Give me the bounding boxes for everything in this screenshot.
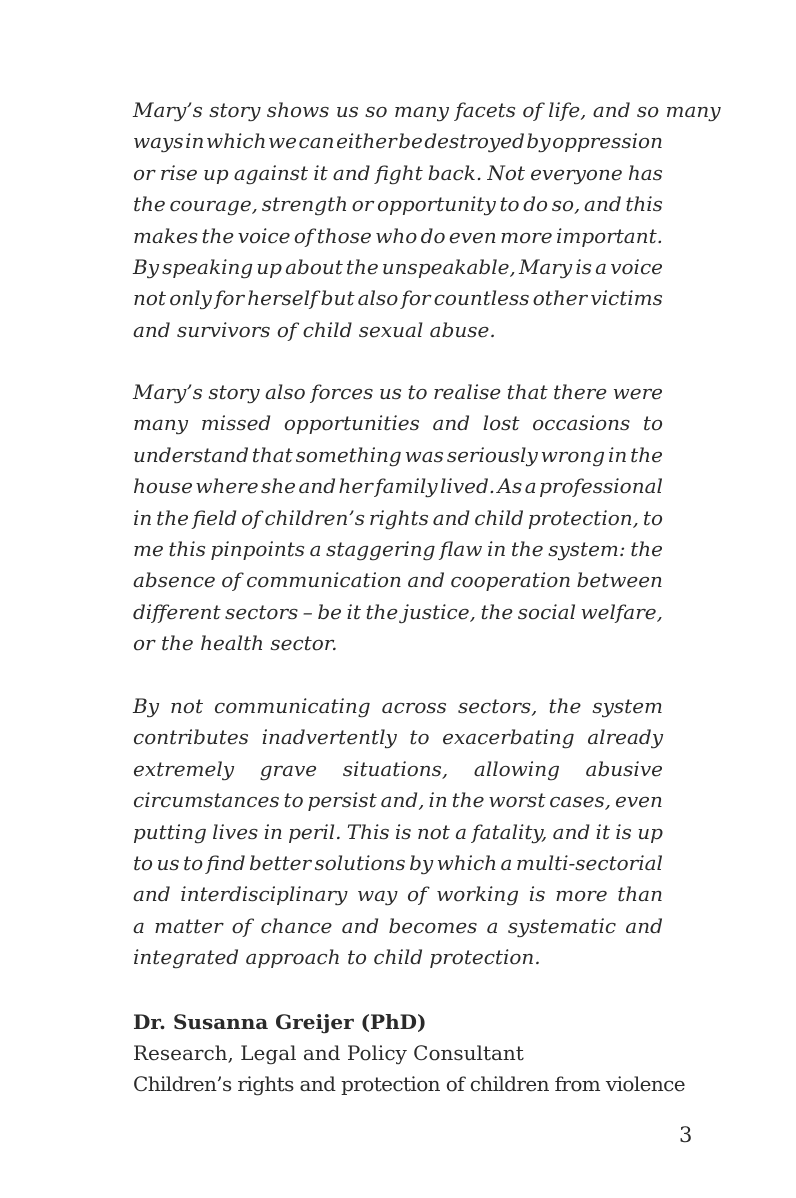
word: find xyxy=(206,850,246,875)
word: to xyxy=(409,725,430,750)
word: there xyxy=(553,380,608,404)
paragraph-1 xyxy=(133,95,721,346)
author-name: Dr. Susanna Greijer (PhD) xyxy=(133,1010,427,1034)
word: As xyxy=(497,474,523,499)
word: countless xyxy=(433,286,530,311)
word: staggering xyxy=(326,536,436,561)
word: field xyxy=(192,505,238,530)
word: in xyxy=(607,442,628,467)
word: opportunity xyxy=(376,192,496,217)
word: back. xyxy=(427,160,483,185)
word: more xyxy=(555,882,608,907)
word: voice xyxy=(610,254,663,279)
word: it xyxy=(595,819,610,844)
word: grave xyxy=(259,756,318,781)
word: can xyxy=(298,129,335,154)
paragraph-3 xyxy=(133,691,663,974)
word: do xyxy=(523,192,549,217)
word: by xyxy=(409,850,434,875)
word: putting xyxy=(133,819,207,844)
word: important. xyxy=(555,223,663,248)
word: the xyxy=(480,599,514,624)
word: the xyxy=(156,505,189,530)
word: system: xyxy=(548,536,626,561)
text-line xyxy=(133,252,663,283)
word: we xyxy=(268,129,297,154)
word: it xyxy=(346,599,361,624)
word: and xyxy=(341,913,380,938)
word: about xyxy=(285,254,343,279)
word: already xyxy=(587,725,663,750)
signature-block xyxy=(133,1007,686,1100)
word: the xyxy=(365,599,399,624)
word: and xyxy=(625,913,663,938)
word: either xyxy=(336,129,397,154)
word: exacerbating xyxy=(442,725,575,750)
word: who xyxy=(375,223,418,248)
word: destroyed xyxy=(424,129,525,154)
word: oppression xyxy=(552,129,663,154)
word: which xyxy=(436,850,498,875)
word: but xyxy=(320,286,355,311)
word: by xyxy=(526,129,551,154)
word: voice xyxy=(237,223,291,248)
paragraph-2 xyxy=(133,377,663,660)
text-line xyxy=(133,722,663,753)
word: matter xyxy=(154,913,223,938)
word: in xyxy=(185,129,205,154)
text-line xyxy=(133,911,663,942)
word: multi-sectorial xyxy=(515,850,663,875)
word: understand xyxy=(133,442,249,467)
word: interdisciplinary xyxy=(180,882,348,907)
word: opportunities xyxy=(283,411,420,436)
word: child xyxy=(474,505,524,530)
word: me xyxy=(133,536,164,561)
word: also xyxy=(265,380,306,404)
text-line xyxy=(133,817,663,848)
word: everyone xyxy=(530,160,623,185)
word: solutions xyxy=(314,850,406,875)
word: worst xyxy=(488,788,546,813)
word: becomes xyxy=(388,913,478,938)
word: the xyxy=(451,788,485,813)
word: were xyxy=(612,380,663,404)
word: seriously xyxy=(446,442,538,467)
word: us xyxy=(378,380,402,404)
word: wrong xyxy=(540,442,606,467)
text-line xyxy=(133,785,663,816)
word: something xyxy=(295,442,402,467)
word: and xyxy=(432,411,471,436)
word: is xyxy=(575,254,593,279)
text-line xyxy=(133,848,663,879)
word: and xyxy=(407,568,445,593)
word: is xyxy=(615,819,632,844)
word: has xyxy=(627,160,663,185)
word: not xyxy=(170,694,203,718)
word: for xyxy=(401,286,431,311)
text-line xyxy=(133,158,663,189)
word: children’s xyxy=(264,505,366,530)
text-line xyxy=(133,503,663,534)
word: story xyxy=(208,380,260,404)
text-line: Mary’s story shows us so many facets of life, and so many xyxy=(133,98,721,122)
word: of xyxy=(407,882,427,907)
text-line xyxy=(133,408,663,439)
word: to xyxy=(407,380,428,404)
word: a xyxy=(500,850,513,875)
word: missed xyxy=(200,411,272,436)
page-number: 3 xyxy=(679,1123,693,1147)
word: makes xyxy=(133,223,199,248)
word: a xyxy=(455,819,468,844)
word: circumstances xyxy=(133,788,280,813)
word: way xyxy=(357,882,398,907)
word: this xyxy=(625,192,663,217)
word: system xyxy=(592,694,663,718)
word: also xyxy=(357,286,399,311)
word: professional xyxy=(539,474,663,499)
word: it xyxy=(313,160,328,185)
word: and xyxy=(133,882,171,907)
text-line xyxy=(133,283,663,314)
word: situations, xyxy=(342,756,449,781)
word: Mary xyxy=(518,254,573,279)
word: in xyxy=(428,788,448,813)
word: so, xyxy=(551,192,581,217)
text-line xyxy=(133,377,663,408)
word: in xyxy=(133,505,153,530)
word: a xyxy=(133,913,145,938)
word: strength xyxy=(261,192,349,217)
word: of xyxy=(241,505,261,530)
text-line: or the health sector. xyxy=(133,631,338,656)
word: the xyxy=(345,254,379,279)
word: abusive xyxy=(585,756,663,781)
word: sectors, xyxy=(457,694,538,718)
word: communicating xyxy=(214,694,371,718)
word: rise xyxy=(159,160,198,185)
word: in xyxy=(263,819,283,844)
word: be xyxy=(317,599,342,624)
text-line xyxy=(133,189,663,220)
word: rights xyxy=(368,505,429,530)
word: this xyxy=(168,536,206,561)
word: us xyxy=(156,850,180,875)
word: up xyxy=(256,254,282,279)
word: and xyxy=(332,160,371,185)
word: or xyxy=(351,192,374,217)
word: and xyxy=(432,505,471,530)
word: the xyxy=(630,536,663,561)
word: even xyxy=(615,788,663,813)
word: unspeakable, xyxy=(381,254,516,279)
word: to xyxy=(642,411,663,436)
word: which xyxy=(205,129,267,154)
word: and xyxy=(552,819,591,844)
word: across xyxy=(381,694,447,718)
word: of xyxy=(221,568,241,593)
word: cooperation xyxy=(450,568,572,593)
word: a xyxy=(309,536,322,561)
word: for xyxy=(215,286,245,311)
text-line: and survivors of child sexual abuse. xyxy=(133,317,496,342)
text-line xyxy=(133,221,663,252)
text-line xyxy=(133,691,663,722)
word: that xyxy=(251,442,293,467)
word: communication xyxy=(246,568,402,593)
word: to xyxy=(283,788,304,813)
word: chance xyxy=(260,913,333,938)
word: lives xyxy=(212,819,259,844)
word: many xyxy=(133,411,189,436)
word: and xyxy=(584,192,622,217)
word: ways xyxy=(133,129,184,154)
word: different xyxy=(133,599,221,624)
word: allowing xyxy=(473,756,560,781)
word: inadvertently xyxy=(261,725,397,750)
word: extremely xyxy=(133,756,235,781)
word: herself xyxy=(247,286,318,311)
word: – xyxy=(302,599,313,624)
text-line xyxy=(133,440,663,471)
word: sectors xyxy=(225,599,299,624)
word: against xyxy=(233,160,309,185)
word: By xyxy=(133,694,159,718)
word: the xyxy=(548,694,582,718)
word: forces xyxy=(311,380,374,404)
word: to xyxy=(642,505,663,530)
word: persist xyxy=(307,788,377,813)
word: fatality, xyxy=(472,819,548,844)
word: her xyxy=(338,474,373,499)
word: and, xyxy=(380,788,425,813)
author-field: Children’s rights and protection of children from violence xyxy=(133,1072,686,1096)
word: not xyxy=(416,819,450,844)
word: social xyxy=(517,599,577,624)
word: in xyxy=(487,536,507,561)
text-line xyxy=(133,597,663,628)
word: other xyxy=(532,286,588,311)
word: more xyxy=(500,223,553,248)
word: the xyxy=(201,223,235,248)
word: By xyxy=(133,254,159,279)
word: absence xyxy=(133,568,216,593)
text-line xyxy=(133,754,663,785)
word: fight xyxy=(375,160,423,185)
text-line xyxy=(133,126,663,157)
word: that xyxy=(506,380,548,404)
word: better xyxy=(248,850,312,875)
word: and xyxy=(298,474,337,499)
word: do xyxy=(420,223,446,248)
word: to xyxy=(183,850,204,875)
word: is xyxy=(528,882,546,907)
word: the xyxy=(630,442,663,467)
word: lost xyxy=(482,411,520,436)
text-line xyxy=(133,471,663,502)
word: to xyxy=(499,192,520,217)
word: or xyxy=(133,160,155,185)
word: of xyxy=(293,223,314,248)
word: realise xyxy=(432,380,502,404)
word: cases, xyxy=(549,788,612,813)
word: only xyxy=(169,286,212,311)
word: courage, xyxy=(169,192,259,217)
word: a xyxy=(595,254,608,279)
text-line xyxy=(133,879,663,910)
word: is xyxy=(394,819,412,844)
text-line: integrated approach to child protection. xyxy=(133,945,541,970)
word: up xyxy=(637,819,663,844)
text-line xyxy=(133,534,663,565)
word: the xyxy=(510,536,544,561)
word: This xyxy=(346,819,390,844)
word: not xyxy=(133,286,166,311)
word: welfare, xyxy=(580,599,663,624)
word: lived. xyxy=(440,474,496,499)
word: justice, xyxy=(402,599,476,624)
word: Mary’s xyxy=(133,380,203,404)
word: those xyxy=(316,223,372,248)
word: contributes xyxy=(133,725,249,750)
word: was xyxy=(404,442,444,467)
word: to xyxy=(133,850,154,875)
word: victims xyxy=(590,286,663,311)
word: peril. xyxy=(288,819,342,844)
word: be xyxy=(398,129,423,154)
word: than xyxy=(617,882,663,907)
word: where xyxy=(195,474,259,499)
word: up xyxy=(202,160,229,185)
word: working xyxy=(436,882,520,907)
word: of xyxy=(231,913,252,938)
word: the xyxy=(133,192,166,217)
word: speaking xyxy=(162,254,254,279)
word: protection, xyxy=(527,505,640,530)
word: occasions xyxy=(532,411,631,436)
text-line xyxy=(133,565,663,596)
word: house xyxy=(133,474,193,499)
author-title: Research, Legal and Policy Consultant xyxy=(133,1041,524,1065)
word: a xyxy=(486,913,499,938)
word: pinpoints xyxy=(210,536,306,561)
word: family xyxy=(375,474,438,499)
word: flaw xyxy=(440,536,483,561)
word: between xyxy=(576,568,663,593)
word: Not xyxy=(487,160,525,185)
word: she xyxy=(261,474,296,499)
word: systematic xyxy=(507,913,617,938)
word: a xyxy=(524,474,537,499)
word: even xyxy=(448,223,497,248)
